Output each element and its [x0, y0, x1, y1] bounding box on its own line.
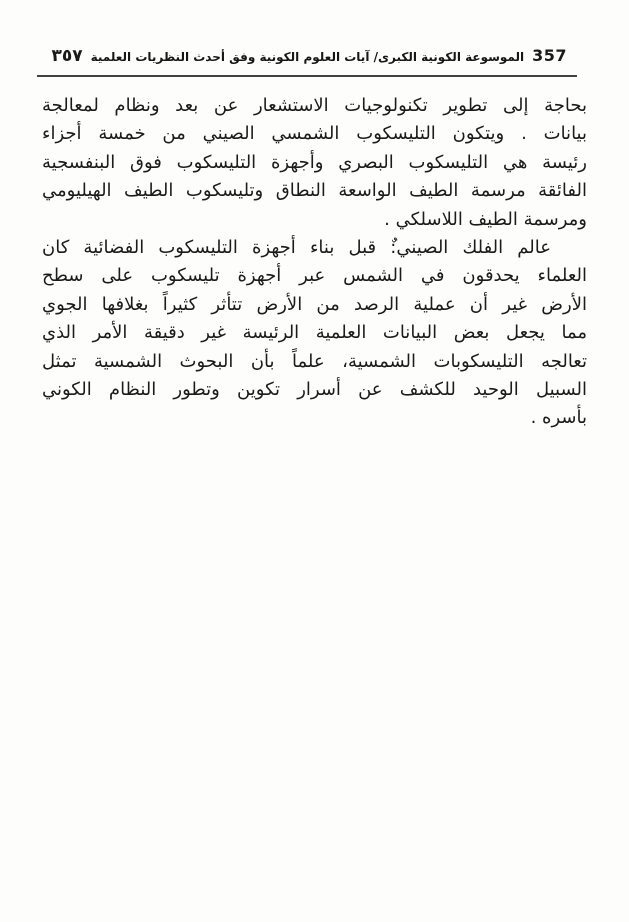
- text-line: الأرض غير أن عملية الرصد من الأرض تتأثر كثيراً بغلافها الجوي: [42, 293, 587, 315]
- text-line: ومرسمة الطيف اللاسلكي .: [384, 208, 587, 230]
- text-line: مما يجعل بعض البيانات العلمية الرئيسة غير دقيقة الأمر الذي: [42, 322, 587, 344]
- page-body-text: [42, 92, 587, 433]
- text-line: تعالجه التليسكوبات الشمسية، علماً بأن البحوث الشمسية تمثل: [42, 350, 587, 372]
- page-number-latin: 357: [532, 46, 567, 65]
- text-line: بأسره .: [530, 407, 587, 429]
- page-number-arabic: ٣٥٧: [51, 46, 83, 66]
- text-line: بيانات . ويتكون التليسكوب الشمسي الصيني من خمسة أجزاء: [42, 123, 587, 145]
- running-header: [51, 46, 567, 70]
- text-line: عالم الفلك الصيني:ٌ قبل بناء أجهزة التليسكوب الفضائية كان: [42, 236, 551, 258]
- running-title: الموسوعة الكونية الكبرى/ آيات العلوم الكونية وفق أحدث النظريات العلمية: [90, 50, 525, 64]
- text-line: العلماء يحدقون في الشمس عبر أجهزة تليسكوب على سطح: [42, 265, 587, 287]
- text-line: الفائقة مرسمة الطيف الواسعة النطاق وتليسكوب الطيف الهيليومي: [42, 180, 587, 202]
- text-line: السبيل الوحيد للكشف عن أسرار تكوين وتطور النظام الكوني: [42, 378, 587, 400]
- text-line: بحاجة إلى تطوير تكنولوجيات الاستشعار عن بعد ونظام لمعالجة: [42, 95, 587, 116]
- text-line: رئيسة هي التليسكوب البصري وأجهزة التليسكوب فوق البنفسجية: [42, 151, 587, 173]
- header-divider-rule: [37, 75, 577, 77]
